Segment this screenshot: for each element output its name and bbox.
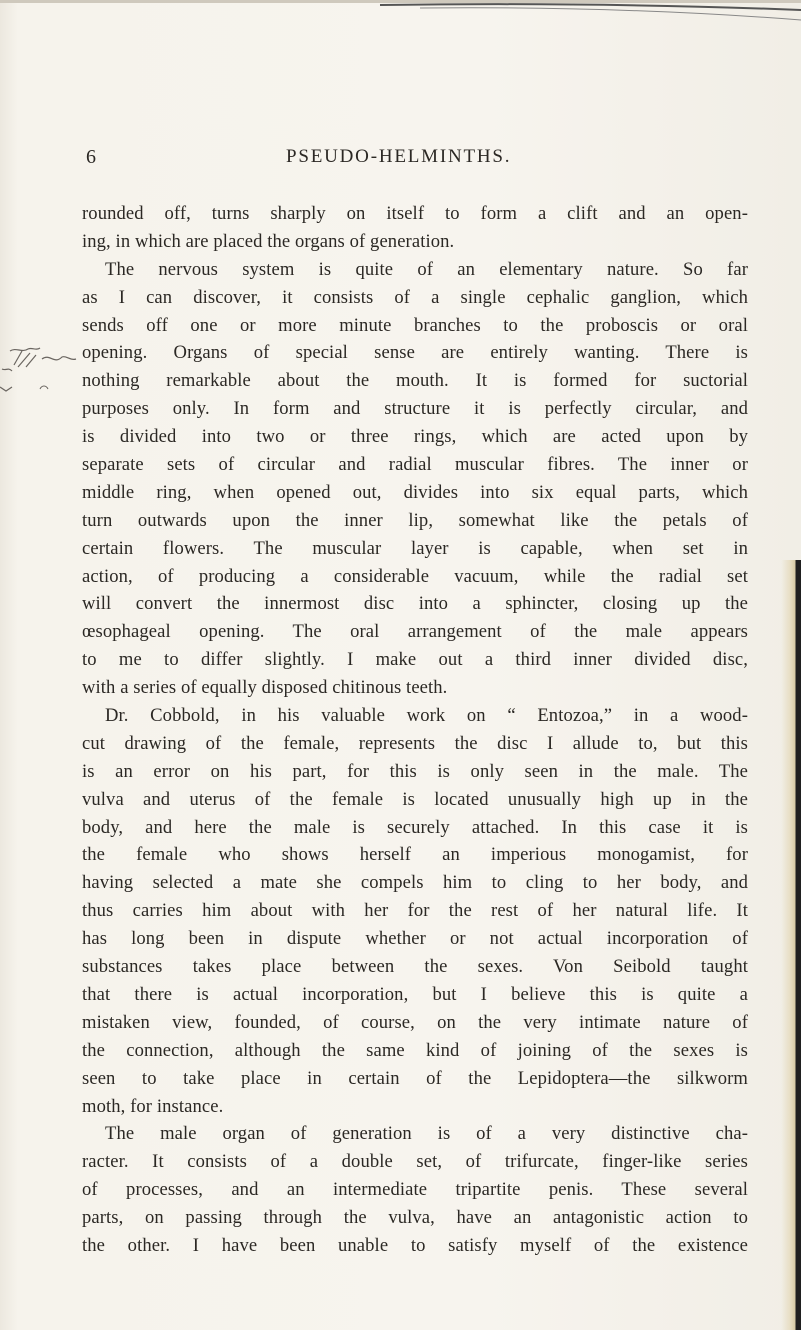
text-line: the connection, although the same kind of joining of the sexes is bbox=[82, 1039, 748, 1061]
text-line: mistaken view, founded, of course, on the very intimate nature of bbox=[82, 1011, 748, 1033]
text-line: having selected a mate she compels him to cling to her body, and bbox=[82, 872, 748, 894]
running-head: PSEUDO-HELMINTHS. bbox=[286, 146, 512, 167]
text-line: opening. Organs of special sense are entirely wanting. There is bbox=[82, 342, 748, 364]
text-line: as I can discover, it consists of a single cephalic ganglion, which bbox=[82, 286, 748, 308]
text-line: nothing remarkable about the mouth. It is formed for suctorial bbox=[82, 370, 748, 392]
text-line: racter. It consists of a double set, of trifurcate, finger-like series bbox=[82, 1151, 748, 1173]
page-binding-edge bbox=[781, 560, 801, 1330]
text-line: œsophageal opening. The oral arrangement of the male appears bbox=[82, 621, 748, 643]
text-line: that there is actual incorporation, but I believe this is quite a bbox=[82, 983, 748, 1005]
text-line: parts, on passing through the vulva, have an antagonistic action to bbox=[82, 1207, 748, 1229]
text-line: separate sets of circular and radial muscular fibres. The inner or bbox=[82, 454, 748, 476]
text-line: has long been in dispute whether or not actual incorporation of bbox=[82, 928, 748, 950]
text-line: to me to differ slightly. I make out a third inner divided disc, bbox=[82, 649, 748, 671]
text-line: cut drawing of the female, represents the disc I allude to, but this bbox=[82, 732, 748, 754]
body-text bbox=[82, 200, 748, 1260]
text-line: thus carries him about with her for the rest of her natural life. It bbox=[82, 900, 748, 922]
text-line: is an error on his part, for this is only seen in the male. The bbox=[82, 760, 748, 782]
page-top-edge bbox=[0, 0, 801, 30]
text-line: of processes, and an intermediate tripartite penis. These several bbox=[82, 1179, 748, 1201]
text-line: the other. I have been unable to satisfy myself of the existence bbox=[82, 1234, 748, 1256]
text-line: Dr. Cobbold, in his valuable work on “ Entozoa,” in a wood- bbox=[105, 705, 748, 727]
text-line: will convert the innermost disc into a sphincter, closing up the bbox=[82, 593, 748, 615]
page-header bbox=[86, 146, 726, 176]
text-line: rounded off, turns sharply on itself to form a clift and an open- bbox=[82, 203, 748, 224]
page-number: 6 bbox=[86, 146, 97, 168]
text-line: the female who shows herself an imperious monogamist, for bbox=[82, 844, 748, 866]
text-line: is divided into two or three rings, which are acted upon by bbox=[82, 426, 748, 448]
text-line: body, and here the male is securely attached. In this case it is bbox=[82, 816, 748, 838]
text-line: substances takes place between the sexes. Von Seibold taught bbox=[82, 956, 748, 978]
handwritten-margin-note bbox=[0, 345, 80, 415]
text-line: middle ring, when opened out, divides into six equal parts, which bbox=[82, 481, 748, 503]
text-line: The male organ of generation is of a very distinctive cha- bbox=[105, 1123, 748, 1145]
text-line: turn outwards upon the inner lip, somewhat like the petals of bbox=[82, 509, 748, 531]
text-line: certain flowers. The muscular layer is capable, when set in bbox=[82, 537, 748, 559]
text-line: ing, in which are placed the organs of generation. bbox=[82, 230, 455, 252]
text-line: moth, for instance. bbox=[82, 1095, 224, 1117]
text-line: with a series of equally disposed chitinous teeth. bbox=[82, 677, 448, 699]
text-line: The nervous system is quite of an elementary nature. So far bbox=[105, 258, 748, 280]
text-line: sends off one or more minute branches to the proboscis or oral bbox=[82, 314, 748, 336]
text-line: vulva and uterus of the female is located unusually high up in the bbox=[82, 788, 748, 810]
text-line: seen to take place in certain of the Lepidoptera—the silkworm bbox=[82, 1067, 748, 1089]
text-line: action, of producing a considerable vacuum, while the radial set bbox=[82, 565, 748, 587]
text-line: purposes only. In form and structure it is perfectly circular, and bbox=[82, 398, 748, 420]
